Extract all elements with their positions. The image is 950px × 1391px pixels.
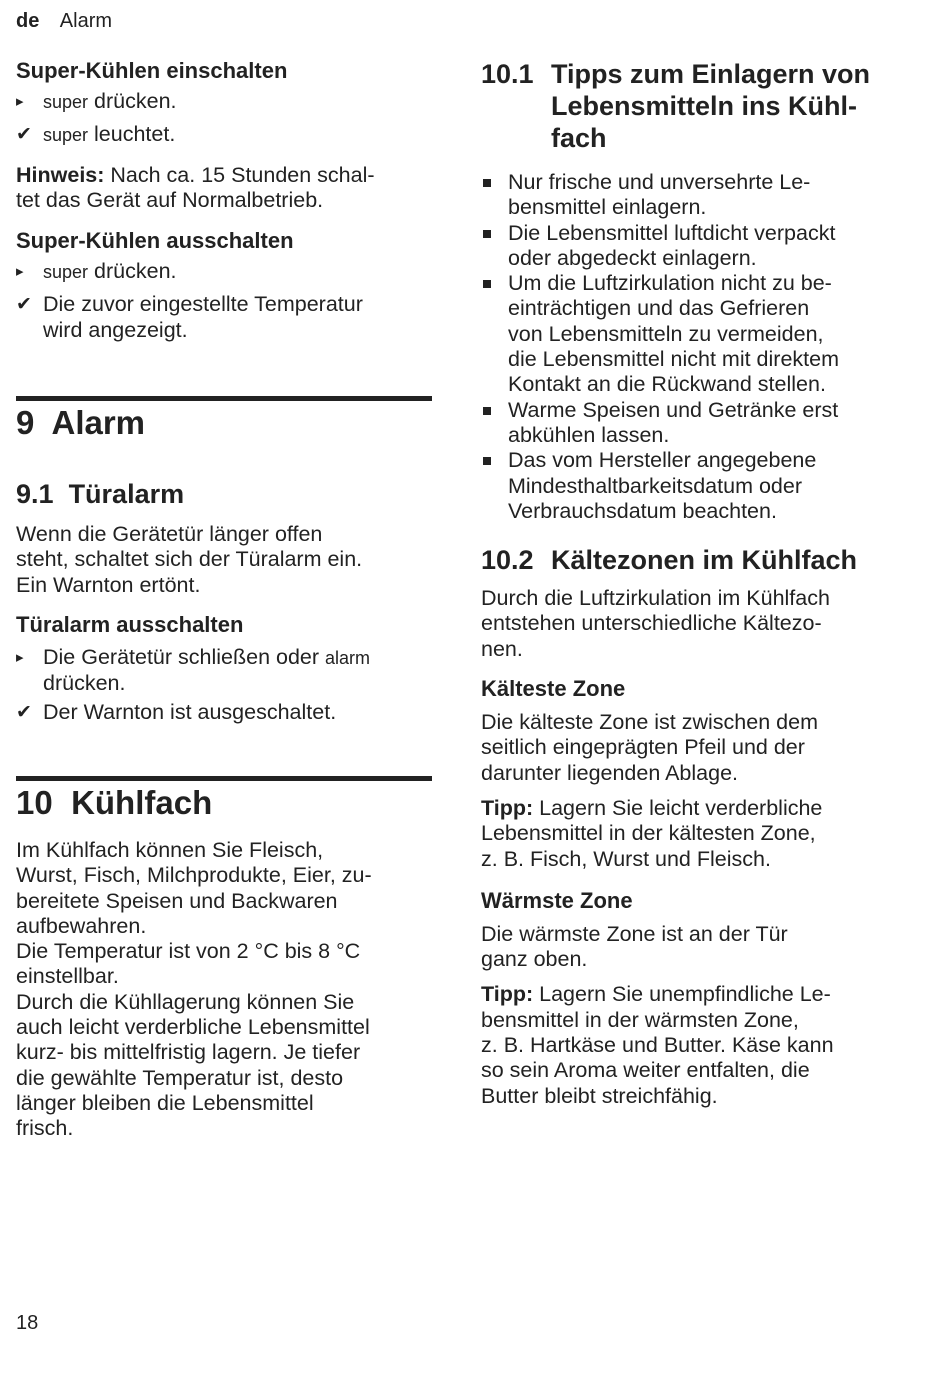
text-line: einstellbar. (16, 964, 119, 989)
tipp-label: Tipp: (481, 982, 534, 1007)
superon-result (16, 122, 436, 148)
text-line: bereitete Speisen und Backwaren (16, 888, 338, 913)
text-line: Warme Speisen und Getränke erst (508, 397, 839, 422)
chapter-rule (16, 396, 432, 401)
hinweis-line: Nach ca. 15 Stunden schal- (110, 162, 375, 187)
section-9-1-heading (16, 478, 436, 510)
text-line: Ein Warnton ertönt. (16, 572, 201, 597)
text-line: Lebensmittel in der kältesten Zone, (481, 821, 816, 846)
running-header (16, 10, 112, 33)
text-line: Nur frische und unversehrte Le- (508, 170, 811, 194)
title-line: Lebensmitteln ins Kühl- (551, 91, 858, 121)
text-line: Lagern Sie leicht verderbliche (539, 795, 823, 820)
step-arrow-icon: ▸ (16, 93, 24, 110)
turalarm-off-result (16, 700, 436, 725)
turalarm-off-title: Türalarm ausschalten (16, 611, 244, 637)
chapter-10-heading (16, 784, 212, 822)
superoff-step (16, 259, 436, 285)
hinweis-label: Hinweis: (16, 162, 105, 187)
result-line: wird angezeigt. (43, 317, 188, 342)
list-item (481, 221, 911, 272)
super-key-label: super (43, 262, 89, 283)
chapter-number: 9 (16, 404, 35, 441)
tipp-warmest (481, 982, 911, 1108)
text-line: darunter liegenden Ablage. (481, 760, 739, 785)
chapter-number: 10 (16, 784, 53, 821)
chapter-title: Kühlfach (71, 784, 213, 821)
bullet-square-icon (481, 170, 508, 221)
text-line: Das vom Hersteller angegebene (508, 448, 817, 473)
check-icon: ✔ (16, 294, 32, 316)
step-text: Die Gerätetür schließen oder (43, 644, 320, 669)
chapter-title: Alarm (51, 404, 146, 441)
text-line: Lagern Sie unempfindliche Le- (539, 982, 831, 1007)
text-line: Mindesthaltbarkeitsdatum oder (508, 473, 802, 498)
text-line: Kontakt an die Rückwand stellen. (508, 372, 826, 397)
text-line: frisch. (16, 1116, 74, 1141)
text-line: Die Lebensmittel luftdicht verpackt (508, 220, 836, 245)
section-9-1-text (16, 522, 436, 598)
hinweis-line: tet das Gerät auf Normalbetrieb. (16, 187, 324, 212)
text-line: Die Temperatur ist von 2 °C bis 8 °C (16, 939, 361, 964)
text-line: seitlich eingeprägten Pfeil und der (481, 735, 805, 760)
coldest-zone-title: Kälteste Zone (481, 676, 626, 702)
text-line: so sein Aroma weiter entfalten, die (481, 1058, 810, 1083)
list-item (481, 170, 911, 221)
chapter-rule (16, 776, 432, 781)
warmest-zone-title: Wärmste Zone (481, 887, 633, 913)
text-line: z. B. Fisch, Wurst und Fleisch. (481, 846, 771, 871)
language-code: de (16, 10, 40, 32)
page-number: 18 (16, 1312, 39, 1334)
superoff-title: Super-Kühlen ausschalten (16, 228, 294, 254)
chapter-10-text (16, 838, 436, 1142)
step-arrow-icon: ▸ (16, 263, 24, 281)
bullet-square-icon (481, 448, 508, 524)
text-line: Verbrauchsdatum beachten. (508, 498, 777, 523)
tipp-coldest (481, 796, 911, 872)
check-icon: ✔ (16, 702, 32, 724)
result-text: Der Warnton ist ausgeschaltet. (43, 700, 337, 725)
chapter-9-heading (16, 404, 145, 442)
tips-list (481, 170, 911, 524)
text-line: bensmittel in der wärmsten Zone, (481, 1007, 799, 1032)
text-line: Durch die Luftzirkulation im Kühlfach (481, 586, 830, 611)
text-line: abkühlen lassen. (508, 422, 670, 447)
step-arrow-icon: ▸ (16, 648, 24, 666)
text-line: von Lebensmitteln zu vermeiden, (508, 321, 824, 346)
result-line: Die zuvor eingestellte Temperatur (43, 292, 363, 317)
section-title: Kältezonen im Kühlfach (551, 545, 858, 576)
text-line: kurz- bis mittelfristig lagern. Je tiefer (16, 1040, 361, 1065)
text-line: oder abgedeckt einlagern. (508, 245, 757, 270)
result-text: leuchtet. (94, 122, 176, 147)
text-line: die Lebensmittel nicht mit direktem (508, 347, 840, 372)
alarm-key-label: alarm (325, 647, 371, 668)
superon-step (16, 89, 436, 115)
bullet-square-icon (481, 398, 508, 449)
text-line: Die wärmste Zone ist an der Tür (481, 921, 788, 946)
tipp-label: Tipp: (481, 795, 534, 820)
text-line: Im Kühlfach können Sie Fleisch, (16, 838, 324, 862)
list-item (481, 398, 911, 449)
coldest-zone-text (481, 710, 911, 786)
turalarm-off-step (16, 645, 436, 697)
step-text: drücken. (43, 671, 126, 696)
text-line: aufbewahren. (16, 913, 147, 938)
header-section: Alarm (59, 10, 113, 32)
list-item (481, 448, 911, 524)
text-line: einträchtigen und das Gefrieren (508, 296, 810, 321)
check-icon: ✔ (16, 124, 32, 146)
text-line: steht, schaltet sich der Türalarm ein. (16, 547, 363, 572)
text-line: nen. (481, 636, 523, 661)
text-line: entstehen unterschiedliche Kältezo- (481, 611, 822, 636)
text-line: die gewählte Temperatur ist, desto (16, 1065, 344, 1090)
warmest-zone-text (481, 922, 911, 973)
list-item (481, 271, 911, 397)
right-column (481, 58, 911, 1109)
superon-title: Super-Kühlen einschalten (16, 58, 288, 83)
section-10-1-heading (481, 58, 911, 154)
super-key-label: super (43, 92, 89, 112)
super-key-label: super (43, 125, 89, 146)
step-text: drücken. (94, 89, 177, 113)
section-10-2-heading (481, 544, 911, 576)
text-line: bensmittel einlagern. (508, 195, 707, 220)
text-line: ganz oben. (481, 947, 588, 972)
left-column (16, 58, 436, 343)
title-line: fach (551, 123, 607, 153)
bullet-square-icon (481, 271, 508, 397)
section-9-1 (16, 478, 436, 726)
superoff-result (16, 292, 436, 343)
text-line: z. B. Hartkäse und Butter. Käse kann (481, 1033, 834, 1058)
text-line: Um die Luftzirkulation nicht zu be- (508, 271, 832, 296)
section-title (551, 58, 870, 154)
hinweis-paragraph (16, 163, 436, 214)
section-number: 9.1 (16, 479, 54, 509)
text-line: Durch die Kühllagerung können Sie (16, 989, 355, 1014)
section-number: 10.2 (481, 545, 534, 576)
text-line: auch leicht verderbliche Lebensmittel (16, 1015, 370, 1040)
text-line: Wurst, Fisch, Milchprodukte, Eier, zu- (16, 863, 372, 888)
section-10-2-text (481, 586, 911, 662)
text-line: länger bleiben die Lebensmittel (16, 1090, 314, 1115)
title-line: Tipps zum Einlagern von (551, 59, 871, 89)
step-text: drücken. (94, 259, 177, 284)
section-number: 10.1 (481, 59, 534, 89)
text-line: Wenn die Gerätetür länger offen (16, 522, 323, 546)
text-line: Butter bleibt streichfähig. (481, 1083, 718, 1108)
text-line: Die kälteste Zone ist zwischen dem (481, 710, 818, 735)
bullet-square-icon (481, 221, 508, 272)
section-title: Türalarm (68, 479, 185, 509)
